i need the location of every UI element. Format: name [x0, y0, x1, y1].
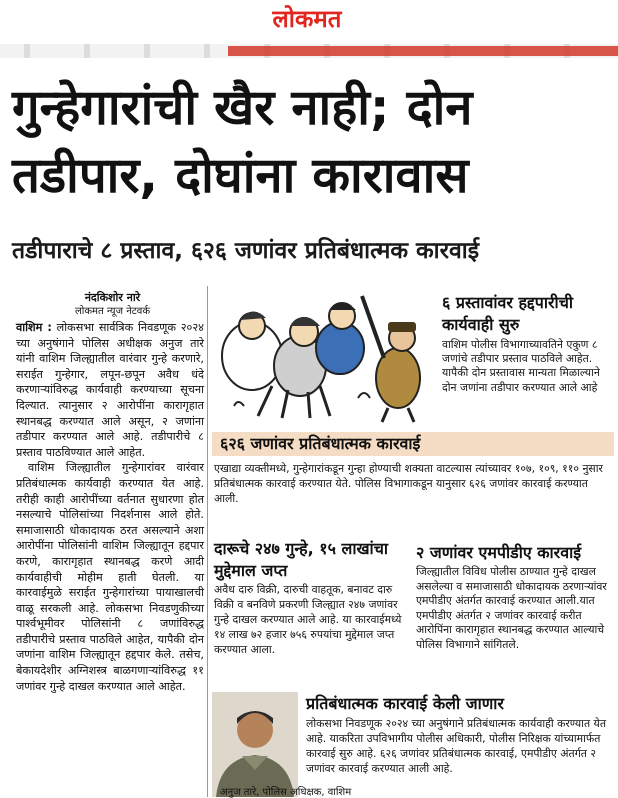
officer-photo — [212, 692, 298, 797]
article-paragraph: वाशिम जिल्ह्यातील गुन्हेगारांवर वारंवार प्रतिबंधात्मक कार्यवाही करण्यात येत आहे. तरीही काही आरोपींच्या वर्तनात सुधारणा होत नसल्याचे पोलिसांच्या निदर्शनास आले होते. समाजासाठी धोकादायक ठरत असल्याने अशा आरोपींना पोलिसांनी वाशिम जिल्ह्यातून हद्दपार करणे, कारागृहात स्थानबद्ध करणे आदी कार्यवाहीची मोहीम हाती घेतली. या कारवाईमुळे सराईत गुन्हेगारांच्या पायाखालची वाळू सरकली आहे. लोकसभा निवडणुकीच्या पार्श्वभूमीवर पोलिसांनी ८ जणांविरुद्ध तडीपारीचे प्रस्ताव पाठविले आहेत, यापैकी दोन जणांना वाशिम जिल्ह्यातून हद्दपार केले. तसेच, बेकायदेशीर अग्निशस्त्र बाळगणाऱ्यांविरुद्ध ११ जणांवर गुन्हे दाखल करण्यात आले आहेत. — [16, 461, 204, 693]
photo-caption: अनुज तारे, पोलिस अधिक्षक, वाशिम — [220, 787, 352, 798]
masthead-accent-strip — [228, 46, 618, 56]
article-paragraph — [16, 320, 204, 460]
main-article-body — [16, 320, 204, 694]
box-liquor-text: अवैध दारु विक्री, दारुची वाहतूक, बनावट दारु विक्री व बनविणे प्रकरणी जिल्ह्यात २४७ जणांवर गुन्हे दाखल करण्यात आले आहे. या कारवाईमध्ये १४ लाख ७२ हजार ७५६ रुपयांचा मुद्देमाल जप्त करण्यात आला. — [214, 583, 402, 656]
newspaper-logo: लोकमत — [272, 5, 342, 33]
masthead — [0, 0, 618, 44]
box-preventive-title: ६२६ जणांवर प्रतिबंधात्मक कारवाई — [220, 434, 421, 453]
box-mpda-text: जिल्ह्यातील विविध पोलीस ठाण्यात गुन्हे दाखल असलेल्या व समाजासाठी धोकादायक ठरणाऱ्यांवर एमपीडीए अंतर्गत कारवाई करण्यात आली.यात एमपीडीए अंतर्गत २ जणांवर कारवाई करीत आरोपिंना कारागृहात स्थानबद्ध करण्यात आल्याचे पोलिस विभागाने सांगितले. — [416, 565, 607, 651]
paragraph-text: लोकसभा सार्वत्रिक निवडणूक २०२४ च्या अनुषंगाने पोलिस अधीक्षक अनुज तारे यांनी वाशिम जिल्ह्यातील वारंवार गुन्हे करणारे, सराईत गुन्हेगार, लपून-छपून अवैध धंदे करणाऱ्यांविरुद्ध कार्यवाही करण्याच्या सूचना दिल्यात. त्यानुसार २ आरोपींना कारागृहात स्थानबद्ध करण्यात आले असून, २ जणांना तडीपार करण्यात आले आहे. तडीपारीचे ८ प्रस्ताव पाठविण्यात आले आहेत. — [16, 321, 205, 459]
article-headline: गुन्हेगारांची खैर नाही; दोन तडीपार, दोघांना कारावास — [12, 79, 473, 204]
box-preventive-text: एखाद्या व्यक्तीमध्ये, गुन्हेगारांकडून गुन्हा होण्याची शक्यता वाटल्यास त्यांच्यावर १०७, १०९, ११० नुसार प्रतिबंधात्मक कारवाई करण्यात येते. पोलिस विभागाकडून यानुसार ६२६ जणांवर कारवाई करण्यात आली. — [214, 462, 603, 505]
box-hadpar-text: वाशिम पोलीस विभागाच्यावतिने एकुण ८ जणांचे तडीपार प्रस्ताव पाठविले आहेत. यापैकी दोन प्रस्तावास मान्यता मिळाल्याने दोन जणांना तडीपार करण्यात आले आहे — [442, 338, 600, 394]
byline-network: लोकमत न्यूज नेटवर्क — [74, 306, 151, 317]
box-mpda-title: २ जणांवर एमपीडीए कारवाई — [416, 543, 582, 562]
dateline: वाशिम : — [16, 321, 52, 334]
box-liquor-title: दारूचे २४७ गुन्हे, १५ लाखांचा मुद्देमाल जप्त — [214, 539, 389, 580]
box-action-title: प्रतिबंधात्मक कारवाई केली जाणार — [306, 694, 504, 713]
police-chase-illustration — [212, 286, 436, 424]
column-divider — [207, 286, 208, 797]
box-action-text: लोकसभा निवडणूक २०२४ च्या अनुषंगाने प्रतिबंधात्मक कार्यवाही करण्यात येत आहे. याकरिता उपविभागीय पोलीस अधिकारी, पोलीस निरिक्षक यांच्यामार्फत कारवाई सुरु आहे. ६२६ जणांवर प्रतिबंधात्मक कारवाई, एमपीडीए अंतर्गत २ जणांवर कारवाई करण्यात आली आहे. — [306, 717, 606, 775]
article-subheadline: तडीपाराचे ८ प्रस्ताव, ६२६ जणांवर प्रतिबंधात्मक कारवाई — [12, 238, 480, 264]
officer-portrait-icon — [212, 692, 298, 797]
box-hadpar-title: ६ प्रस्तावांवर हद्दपारीची कार्यवाही सुरु — [442, 293, 573, 334]
byline-author: नंदकिशोर नारे — [84, 291, 141, 304]
